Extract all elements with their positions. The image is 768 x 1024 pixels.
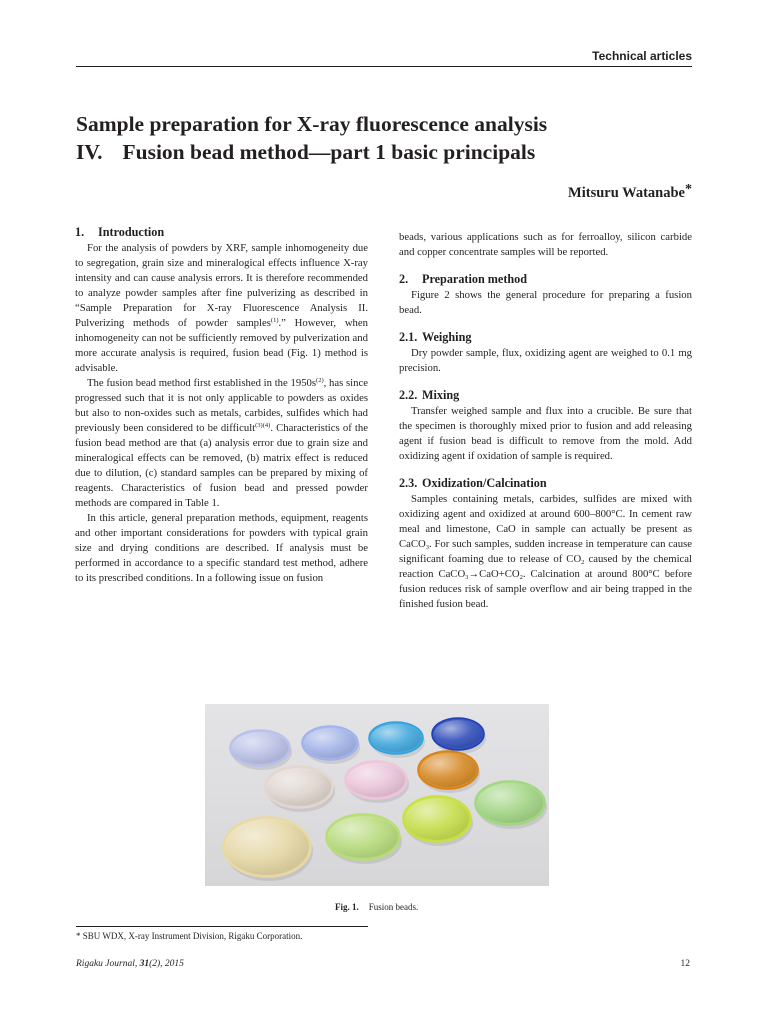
section-2-heading: 2. Preparation method [399, 272, 528, 286]
bead-highlight [347, 763, 405, 797]
figure-caption-text: Fusion beads. [368, 902, 419, 912]
section-2-2-heading: 2.2. Mixing [399, 388, 460, 402]
figure-label: Fig. 1. [335, 902, 359, 912]
title-line-2 [76, 138, 696, 166]
author-footnote-mark: * [685, 182, 692, 197]
footnote-text: SBU WDX, X-ray Instrument Division, Rigaku Corporation. [82, 931, 303, 941]
bead-highlight [328, 816, 398, 858]
intro-paragraph-2: The fusion bead method first established in the $1950s^{(2)}$, has since progressed such that it is not only applicable to powders as oxides but also to non-oxides such as metals, carbides, sulfides which had previously been considered to be difficult$^{(3)(4)}$. Characteristics of the fusion bead method are that (a) analysis error due to grain size and mineralogical effects can be removed, (b) matrix effect is reduced due to dilution, (c) standard samples can be prepared by mixing of reagents. Characteristics of fusion bead and pressed powder methods are compared in Table 1. [75, 377, 368, 509]
fusion-beads-illustration [205, 704, 549, 886]
bead-highlight [405, 798, 469, 840]
continued-paragraph: beads, various applications such as for ferroalloy, silicon carbide and copper concentrate samples will be reported. [399, 231, 692, 258]
citation-ref: (2) [316, 377, 324, 384]
page-number: 12 [680, 959, 690, 969]
bead-highlight [434, 720, 482, 748]
article-title [76, 110, 696, 166]
section-1-heading: 1. Introduction [75, 225, 165, 239]
section-2-2-text: Transfer weighed sample and flux into a crucible. Be sure that the specimen is thoroughly mixed prior to fusion and add releasing agent if fusion bead is difficult to remove from the mold. Add oxidizing agent if oxidation of sample is required. [399, 405, 692, 462]
footnote [76, 931, 302, 941]
bead-highlight [477, 783, 543, 823]
section-2-text: Figure 2 shows the general procedure for preparing a fusion bead. [399, 289, 692, 316]
intro-paragraph-1: For the analysis of powders by XRF, sample inhomogeneity due to segregation, grain size and mineralogical effects influence X-ray intensity and can cause analysis errors. It is therefore recommended to analyze powder samples after fine pulverizing as described in “Sample Preparation for X-ray Fluorescence Analysis II. Pulverizing methods of powder samples$^{(1)}$.” However, when inhomogeneity can not be sufficiently removed by pulverization and more accurate analysis is required, fusion bead (Fig. 1) method is advisable. [75, 242, 368, 374]
section-label: Technical articles [592, 49, 692, 63]
bead-highlight [267, 768, 331, 806]
title-part-number: IV. [76, 140, 103, 164]
author [568, 182, 692, 202]
footnote-rule [76, 926, 368, 927]
title-line-1: Sample preparation for X-ray fluorescence analysis [76, 112, 548, 136]
bead-highlight [420, 753, 476, 787]
citation-ref: (3)(4) [255, 422, 271, 429]
section-2-3-text: Samples containing metals, carbides, sulfides are mixed with oxidizing agent and oxidized at around 600–800°C. In cement raw meal and limestone, CaO in sample can actually be present as CaCO$_3$. For such samples, sudden increase in temperature can cause significant foaming due to release of $CO_2$ caused by the chemical reaction $CaCO_3\to CaO+CO_2$. Calcination at around 800°C before fusion reduces risk of sample overflow and air being trapped in the finished fusion bead. [399, 493, 693, 610]
left-column [75, 225, 368, 586]
header-rule [76, 66, 692, 67]
bead-highlight [371, 724, 421, 752]
right-column [399, 230, 692, 612]
bead-highlight [232, 732, 288, 764]
author-name: Mitsuru Watanabe [568, 185, 685, 201]
title-subtitle: Fusion bead method—part 1 basic principals [122, 140, 536, 164]
bead-highlight [225, 819, 309, 875]
journal-citation: Rigaku Journal, 31(2), 2015 [76, 959, 184, 969]
figure-caption [335, 902, 418, 912]
citation-ref: (1) [270, 317, 279, 324]
fusion-beads-photo [205, 704, 549, 886]
section-2-1-text: Dry powder sample, flux, oxidizing agent are weighed to 0.1 mg precision. [399, 347, 692, 374]
footnote-mark: * [76, 931, 81, 941]
intro-paragraph-3: In this article, general preparation methods, equipment, reagents and other important considerations for powders with typical grain size and drying conditions are described. If analysis must be performed in accordance to a specific standard test method, adhere to its prescribed conditions. In a following issue on fusion [75, 512, 368, 584]
section-2-1-heading: 2.1. Weighing [399, 330, 472, 344]
section-2-3-heading: 2.3. Oxidization/Calcination [399, 476, 547, 490]
journal-volume: 31 [139, 959, 150, 969]
bead-highlight [304, 728, 356, 758]
